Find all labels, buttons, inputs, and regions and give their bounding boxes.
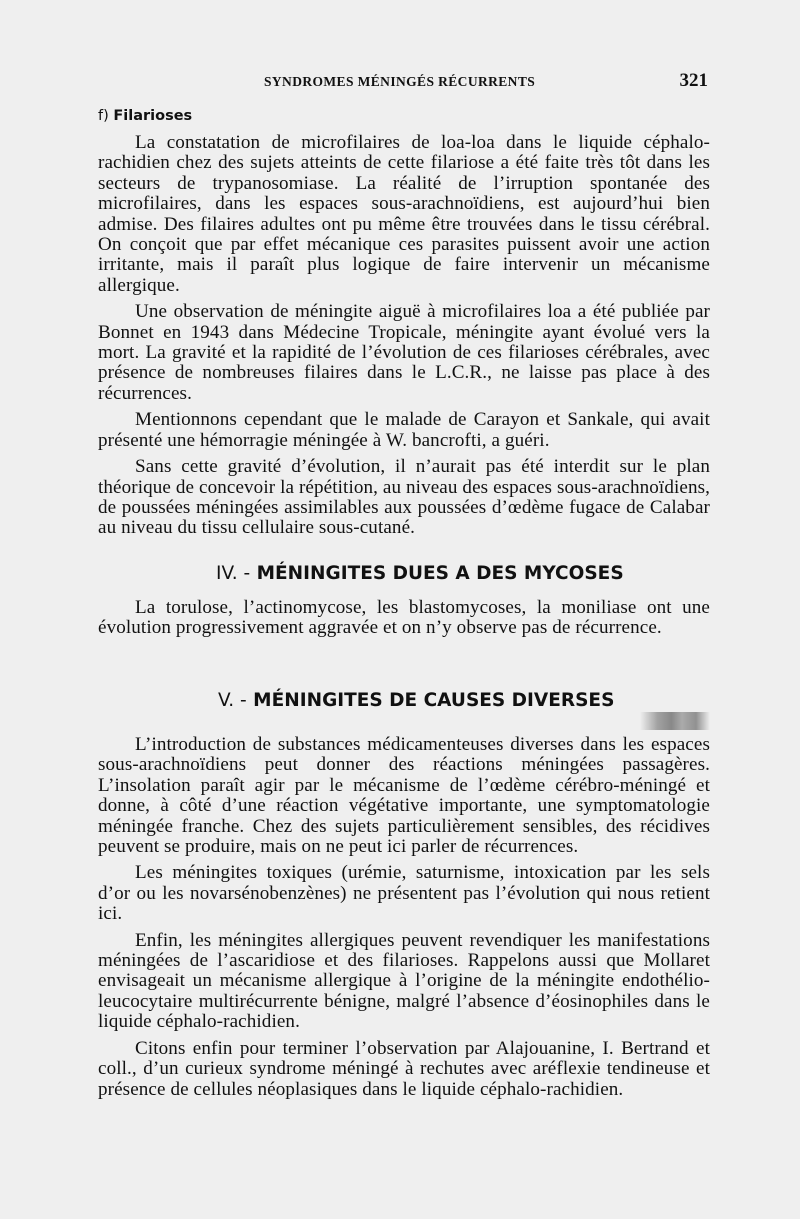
section-number: V. - bbox=[218, 690, 247, 711]
subsection-title: Filarioses bbox=[113, 108, 193, 124]
ink-smudge bbox=[640, 712, 710, 730]
paragraph: Citons enfin pour terminer l’observation par Alajouanine, I. Bertrand et coll., d’un curieux syndrome méningé à rechutes avec aréflexie tendineuse et présence de cellules néoplasiques dans le liquide céphalo-rachidien. bbox=[98, 1037, 710, 1100]
section-heading-iv bbox=[216, 563, 624, 584]
paragraph: Une observation de méningite aiguë à microfilaires loa a été publiée par Bonnet en 1943 dans Médecine Tropicale, méningite ayant évolué vers la mort. La gravité et la rapidité de l’évolution de ces filarioses cérébrales, avec présence de nombreuses filaires dans le L.C.R., ne laisse pas place à des récurrences. bbox=[98, 301, 710, 404]
running-title: SYNDROMES MÉNINGÉS RÉCURRENTS bbox=[264, 74, 536, 89]
section-title: MÉNINGITES DE CAUSES DIVERSES bbox=[253, 690, 615, 711]
running-head bbox=[96, 72, 708, 92]
page-number: 321 bbox=[679, 70, 708, 91]
subsection-letter: f) bbox=[98, 108, 109, 124]
paragraph: L’introduction de substances médicamenteuses diverses dans les espaces sous-arachnoïdiens peut donner des réactions méningées passagères. L’insolation paraît agir par le mécanisme de l’œdème cérébro-méningé et donne, à côté d’une réaction végétative importante, une symptomatologie méningée franche. Chez des sujets particulièrement sensibles, des récidives peuvent se produire, mais on ne peut ici parler de récurrences. bbox=[98, 734, 710, 858]
section-number: IV. - bbox=[216, 563, 251, 584]
diverses-text bbox=[98, 735, 710, 1106]
paragraph: La torulose, l’actinomycose, les blastomycoses, la moniliase ont une évolution progressivement aggravée et on n’y observe pas de récurrence. bbox=[98, 597, 710, 639]
paragraph: Sans cette gravité d’évolution, il n’aurait pas été interdit sur le plan théorique de concevoir la répétition, au niveau des espaces sous-arachnoïdiens, de poussées méningées assimilables aux poussées d’œdème fugace de Calabar au niveau du tissu cellulaire sous-cutané. bbox=[98, 456, 710, 539]
section-heading-v bbox=[218, 690, 614, 711]
paragraph: Mentionnons cependant que le malade de Carayon et Sankale, qui avait présenté une hémorragie méningée à W. bancrofti, a guéri. bbox=[98, 409, 710, 451]
filarioses-text bbox=[98, 133, 710, 545]
paragraph: Enfin, les méningites allergiques peuvent revendiquer les manifestations méningées de l’ascaridiose et des filarioses. Rappelons aussi que Mollaret envisageait un mécanisme allergique à l’origine de la méningite endothélio-leucocytaire multirécurrente bénigne, malgré l’absence d’éosinophiles dans le liquide céphalo-rachidien. bbox=[98, 929, 710, 1033]
mycoses-text bbox=[98, 598, 710, 645]
subsection-heading bbox=[98, 108, 192, 124]
paragraph: La constatation de microfilaires de loa-loa dans le liquide céphalo-rachidien chez des sujets atteints de cette filariose a été faite très tôt dans les secteurs de trypanosomiase. La réalité de l’irruption spontanée des microfilaires, dans les espaces sous-arachnoïdiens, est aujourd’hui bien admise. Des filaires adultes ont pu même être trouvées dans le tissu cérébral. On conçoit que par effet mécanique ces parasites puissent avoir une action irritante, mais il paraît plus logique de faire intervenir un mécanisme allergique. bbox=[98, 132, 710, 296]
section-title: MÉNINGITES DUES A DES MYCOSES bbox=[256, 563, 624, 584]
paragraph: Les méningites toxiques (urémie, saturnisme, intoxication par les sels d’or ou les novarsénobenzènes) ne présentent pas l’évolution qui nous retient ici. bbox=[98, 862, 710, 925]
